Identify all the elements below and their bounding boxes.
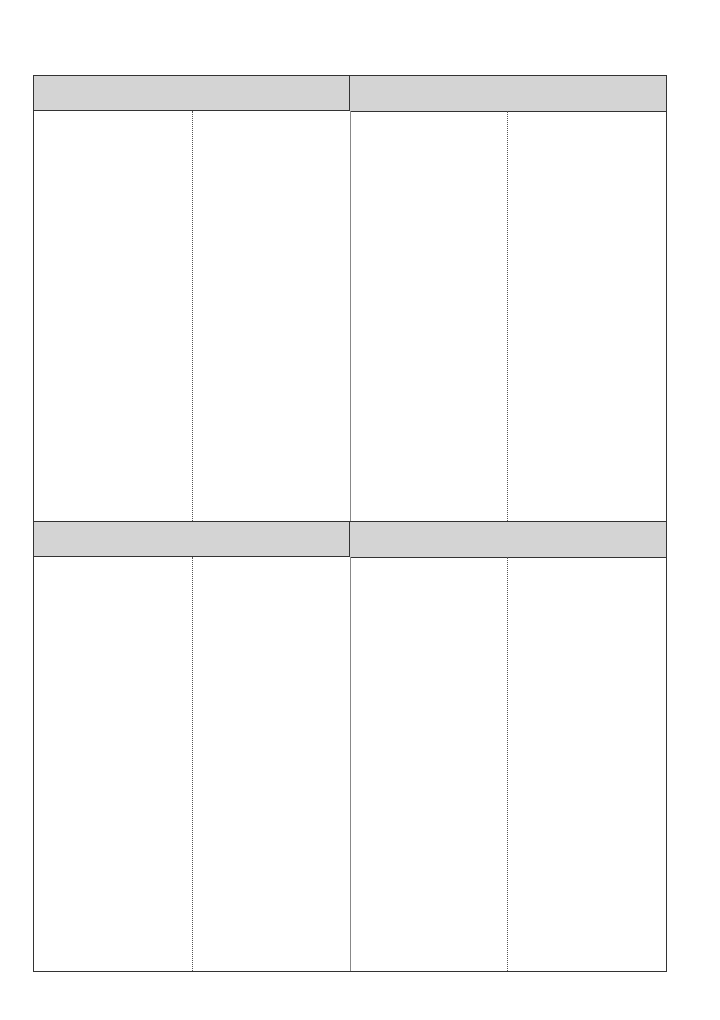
answer-sheet-part-1 bbox=[33, 75, 667, 522]
column-divider bbox=[507, 557, 508, 971]
header-problem-2 bbox=[350, 522, 666, 558]
header-problem-1 bbox=[34, 522, 350, 557]
column-divider bbox=[192, 557, 193, 971]
column-divider bbox=[507, 111, 508, 521]
column-divider bbox=[192, 111, 193, 521]
header-problem-1 bbox=[34, 76, 350, 111]
header-problem-2 bbox=[350, 76, 666, 112]
column-divider bbox=[350, 111, 351, 521]
column-divider bbox=[350, 557, 351, 971]
answer-sheet-part-2 bbox=[33, 522, 667, 972]
